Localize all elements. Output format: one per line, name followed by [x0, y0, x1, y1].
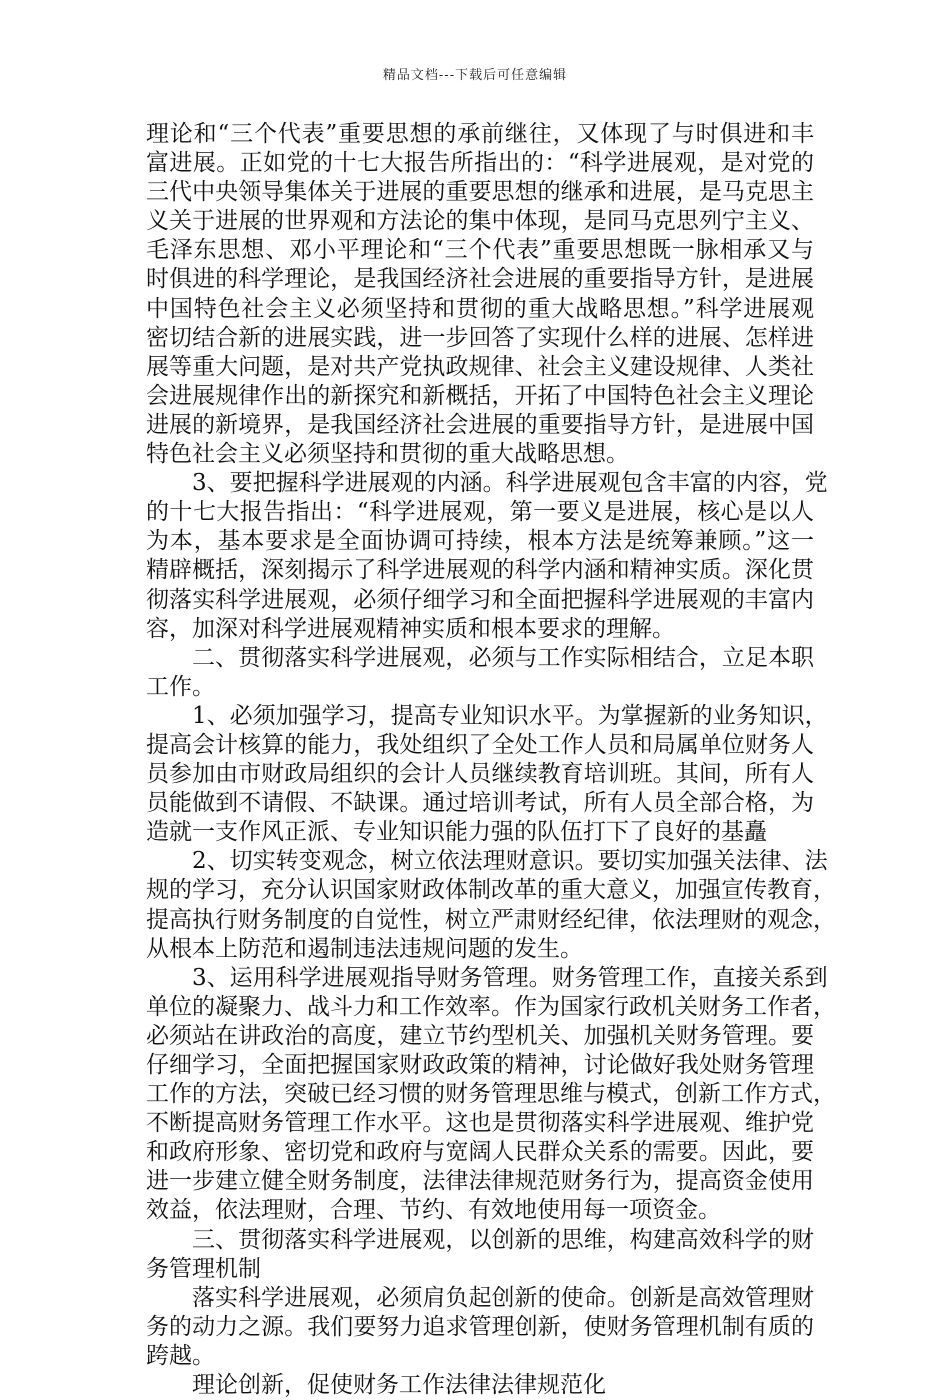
text-line: 的十七大报告指出：“科学进展观，第一要义是进展，核心是以人: [146, 499, 814, 526]
text-line: 为本，基本要求是全面协调可持续，根本方法是统筹兼顾。”这一: [146, 528, 814, 555]
text-line: 2、切实转变观念，树立依法理财意识。要切实加强关法律、法: [192, 848, 828, 875]
text-line: 员能做到不请假、不缺课。通过培训考试，所有人员全部合格，为: [146, 790, 814, 817]
text-line: 时俱进的科学理论，是我国经济社会进展的重要指导方针，是进展: [146, 266, 814, 293]
text-line: 造就一支作风正派、专业知识能力强的队伍打下了良好的基矗: [146, 819, 767, 846]
text-line: 理论创新，促使财务工作法律法律规范化: [192, 1372, 606, 1399]
text-line: 精辟概括，深刻揭示了科学进展观的科学内涵和精神实质。深化贯: [146, 557, 814, 584]
text-line: 必须站在讲政治的高度，建立节约型机关、加强机关财务管理。要: [146, 1022, 814, 1049]
text-line: 3、要把握科学进展观的内涵。科学进展观包含丰富的内容，党: [192, 470, 828, 497]
text-line: 务的动力之源。我们要努力追求管理创新，使财务管理机制有质的: [146, 1313, 814, 1340]
text-line: 三代中央领导集体关于进展的重要思想的继承和进展，是马克思主: [146, 179, 814, 206]
text-line: 容，加深对科学进展观精神实质和根本要求的理解。: [146, 615, 675, 642]
text-line: 毛泽东思想、邓小平理论和“三个代表”重要思想既一脉相承又与: [146, 237, 814, 264]
text-line: 落实科学进展观，必须肩负起创新的使命。创新是高效管理财: [192, 1284, 814, 1311]
text-line: 特色社会主义必须坚持和贯彻的重大战略思想。: [146, 441, 629, 468]
text-line: 义关于进展的世界观和方法论的集中体现，是同马克思列宁主义、: [146, 208, 814, 235]
document-body: [146, 120, 836, 1400]
text-line: 3、运用科学进展观指导财务管理。财务管理工作，直接关系到: [192, 964, 828, 991]
text-line: 1、必须加强学习，提高专业知识水平。为掌握新的业务知识，: [192, 702, 828, 729]
text-line: 务管理机制: [146, 1255, 261, 1282]
text-line: 规的学习，充分认识国家财政体制改革的重大意义，加强宣传教育，: [146, 877, 836, 904]
text-line: 不断提高财务管理工作水平。这也是贯彻落实科学进展观、维护党: [146, 1110, 814, 1137]
text-line: 密切结合新的进展实践，进一步回答了实现什么样的进展、怎样进: [146, 324, 814, 351]
text-line: 富进展。正如党的十七大报告所指出的：“科学进展观，是对党的: [146, 150, 814, 177]
text-line: 工作。: [146, 673, 215, 700]
text-line: 三、贯彻落实科学进展观，以创新的思维，构建高效科学的财: [192, 1226, 814, 1253]
text-line: 理论和“三个代表”重要思想的承前继往，又体现了与时俱进和丰: [146, 121, 814, 147]
text-line: 提高会计核算的能力，我处组织了全处工作人员和局属单位财务人: [146, 731, 814, 758]
text-line: 跨越。: [146, 1342, 215, 1369]
text-line: 提高执行财务制度的自觉性，树立严肃财经纪律，依法理财的观念，: [146, 906, 836, 933]
text-line: 彻落实科学进展观，必须仔细学习和全面把握科学进展观的丰富内: [146, 586, 814, 613]
text-line: 从根本上防范和遏制违法违规问题的发生。: [146, 935, 583, 962]
text-line: 进展的新境界，是我国经济社会进展的重要指导方针，是进展中国: [146, 411, 814, 438]
text-line: 二、贯彻落实科学进展观，必须与工作实际相结合，立足本职: [192, 644, 814, 671]
text-line: 和政府形象、密切党和政府与宽阔人民群众关系的需要。因此，要: [146, 1139, 814, 1166]
text-line: 效益，依法理财，合理、节约、有效地使用每一项资金。: [146, 1197, 721, 1224]
text-line: 中国特色社会主义必须坚持和贯彻的重大战略思想。”科学进展观: [146, 295, 814, 322]
text-line: 单位的凝聚力、战斗力和工作效率。作为国家行政机关财务工作者，: [146, 993, 836, 1020]
text-line: 会进展规律作出的新探究和新概括，开拓了中国特色社会主义理论: [146, 382, 814, 409]
text-line: 进一步建立健全财务制度，法律法律规范财务行为，提高资金使用: [146, 1168, 814, 1195]
text-line: 工作的方法，突破已经习惯的财务管理思维与模式，创新工作方式，: [146, 1081, 836, 1108]
text-line: 员参加由市财政局组织的会计人员继续教育培训班。其间，所有人: [146, 761, 814, 788]
text-line: 展等重大问题，是对共产党执政规律、社会主义建设规律、人类社: [146, 353, 814, 380]
page-header: 精品文档---下载后可任意编辑: [382, 68, 568, 83]
text-line: 仔细学习，全面把握国家财政政策的精神，讨论做好我处财务管理: [146, 1052, 814, 1078]
